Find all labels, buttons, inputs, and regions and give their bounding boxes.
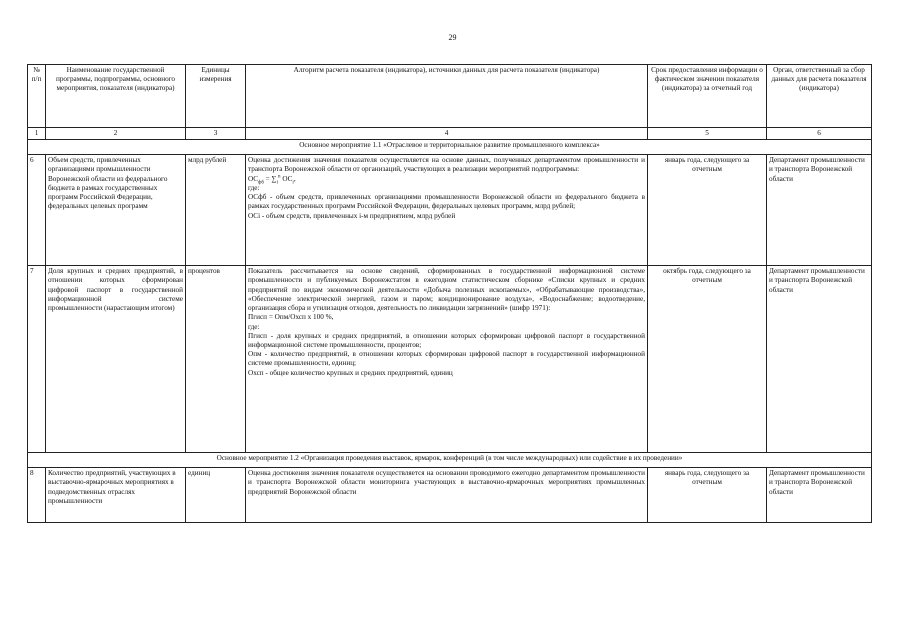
row-deadline: январь года, следующего за отчетным [648, 468, 767, 523]
section-row [28, 453, 872, 468]
row-name: Объем средств, привлеченных организациями промышленности Воронежской области из федерального бюджета в рамках государственных программ Российской Федерации, федеральных целевых программ [46, 155, 186, 266]
formula-sum-sup: n [278, 174, 281, 180]
formula-term-sub: i [292, 180, 294, 186]
header-organ: Орган, ответственный за сбор данных для расчета показателя (индикатора) [767, 65, 872, 128]
row-name: Количество предприятий, участвующих в выставочно-ярмарочных мероприятиях в подведомственных отраслях промышленности [46, 468, 186, 523]
header-num: № п/п [28, 65, 46, 128]
algorithm-where: где: [248, 183, 260, 192]
row-deadline: октябрь года, следующего за отчетным [648, 266, 767, 453]
formula-eq: = ∑ [263, 174, 277, 183]
row-num: 7 [28, 266, 46, 453]
formula-lhs-sub: фб [258, 180, 264, 186]
row-algorithm [246, 266, 648, 453]
column-number-row [28, 128, 872, 140]
row-unit: единиц [186, 468, 246, 523]
column-number: 4 [246, 128, 648, 140]
formula-lhs: ОС [248, 174, 259, 183]
algorithm-definition: Опм - количество предприятий, в отношении которых сформирован цифровой паспорт в государственной информационной системе промышленности, единиц; [248, 350, 645, 368]
table-row [28, 155, 872, 266]
formula-term: ОС [280, 174, 293, 183]
section-title: Основное мероприятие 1.1 «Отраслевое и территориальное развитие промышленного комплекса» [28, 140, 872, 155]
column-number: 1 [28, 128, 46, 140]
formula-end: , [293, 174, 296, 183]
row-num: 6 [28, 155, 46, 266]
column-number: 5 [648, 128, 767, 140]
algorithm-definition: ОСi - объем средств, привлеченных i-м предприятием, млрд рублей [248, 211, 456, 220]
row-algorithm [246, 155, 648, 266]
algorithm-definition: Охсп - общее количество крупных и средних предприятий, единиц [248, 368, 453, 377]
row-organ: Департамент промышленности и транспорта Воронежской области [767, 155, 872, 266]
row-organ: Департамент промышленности и транспорта Воронежской области [767, 468, 872, 523]
row-unit: млрд рублей [186, 155, 246, 266]
header-unit: Единицы измерения [186, 65, 246, 128]
row-unit: процентов [186, 266, 246, 453]
algorithm-formula [248, 175, 645, 184]
header-name: Наименование государственной программы, подпрограммы, основного мероприятия, показателя (индикатора) [46, 65, 186, 128]
row-organ: Департамент промышленности и транспорта Воронежской области [767, 266, 872, 453]
algorithm-definition: ОСфб - объем средств, привлеченных организациями промышленности Воронежской области из федерального бюджета в рамках государственных программ Российской Федерации, федеральных целевых программ, млрд рублей; [248, 193, 645, 211]
row-deadline: январь года, следующего за отчетным [648, 155, 767, 266]
section-title: Основное мероприятие 1.2 «Организация проведения выставок, ярмарок, конференций (в том числе международных) или содействие в их проведении» [28, 453, 872, 468]
table-row [28, 468, 872, 523]
algorithm-intro: Оценка достижения значения показателя осуществляется на основании проводимого ежегодно департаментом промышленности и транспорта Воронежской области мониторинга участвующих в выставочно-ярмарочных мероприятиях промышленных предприятий Воронежской области [248, 469, 645, 496]
row-name: Доля крупных и средних предприятий, в отношении которых сформирован цифровой паспорт в государственной информационной системе промышленности (нарастающим итогом) [46, 266, 186, 453]
algorithm-where: где: [248, 322, 260, 331]
algorithm-intro: Показатель рассчитывается на основе сведений, сформированных в государственной информационной системе промышленности и публикуемых Воронежстатом в ежегодном статистическом сборнике «Списки крупных и средних предприятий по видам экономической деятельности «Добыча полезных ископаемых», «Обрабатывающие производства», «Обеспечение электрической энергией, газом и паром; кондиционирование воздуха», «Водоснабжение; водоотведение, организация сбора и утилизация отходов, деятельность по ликвидации загрязнений» (шифр 1971): [248, 267, 645, 313]
algorithm-formula: Пгисп = Опм/Охсп х 100 %, [248, 313, 334, 322]
header-algorithm: Алгоритм расчета показателя (индикатора), источники данных для расчета показателя (индикатора) [246, 65, 648, 128]
algorithm-definition: Пгисп - доля крупных и средних предприятий, в отношении которых сформирован цифровой паспорт в государственной информационной системе промышленности, процентов; [248, 331, 645, 349]
section-row [28, 140, 872, 155]
column-number: 6 [767, 128, 872, 140]
table-row [28, 266, 872, 453]
header-deadline: Срок предоставления информации о фактическом значении показателя (индикатора) за отчетный год [648, 65, 767, 128]
row-algorithm [246, 468, 648, 523]
indicators-table [27, 64, 872, 523]
formula-sum-sub: i [276, 180, 279, 186]
column-number: 2 [46, 128, 186, 140]
row-num: 8 [28, 468, 46, 523]
column-number: 3 [186, 128, 246, 140]
header-row [28, 65, 872, 128]
page-number: 29 [448, 33, 457, 42]
algorithm-intro: Оценка достижения значения показателя осуществляется на основе данных, полученных департаментом промышленности и транспорта Воронежской области от организаций, участвующих в реализации мероприятий подпрограммы: [248, 156, 645, 174]
